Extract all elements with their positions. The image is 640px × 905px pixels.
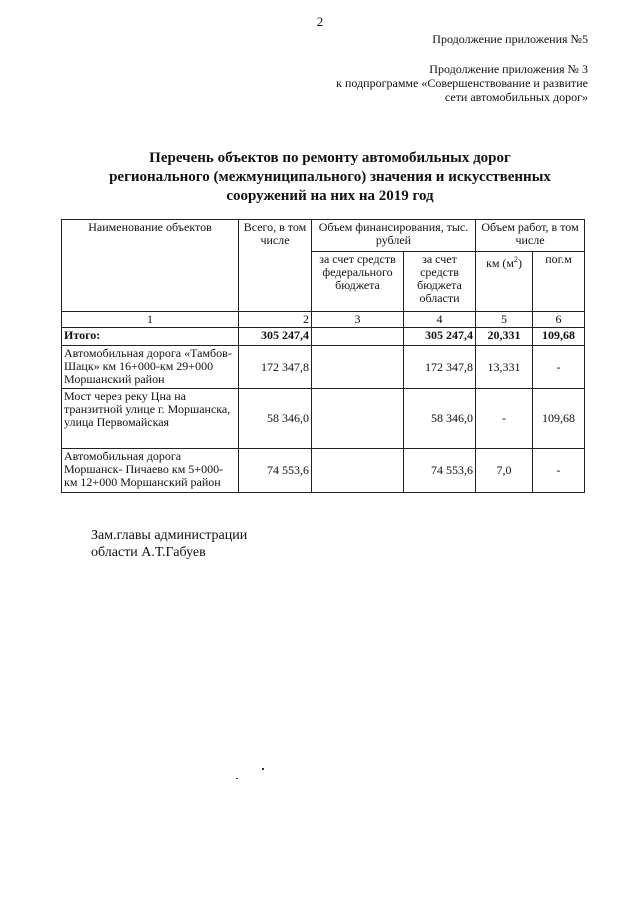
col-number: 5: [476, 312, 533, 328]
continuation-header: Продолжение приложения №5: [432, 32, 588, 46]
scan-speck: [236, 778, 238, 779]
total-label: Итого:: [62, 328, 239, 346]
column-numbers-row: [62, 312, 585, 328]
header-regional: за счет средств бюджета области: [404, 252, 476, 312]
header-works: Объем работ, в том числе: [476, 220, 585, 252]
row-total: 58 346,0: [239, 389, 312, 449]
header-financing: Объем финансирования, тыс. рублей: [312, 220, 476, 252]
row-total: 74 553,6: [239, 449, 312, 493]
row-pogm: -: [533, 346, 585, 389]
table-row: [62, 389, 585, 449]
table-row: [62, 346, 585, 389]
header-name: Наименование объектов: [62, 220, 239, 312]
appendix-header-line3: сети автомобильных дорог»: [444, 90, 588, 104]
total-pogm: 109,68: [533, 328, 585, 346]
row-regional: 74 553,6: [404, 449, 476, 493]
col-number: 6: [533, 312, 585, 328]
total-federal: [312, 328, 404, 346]
col-number: 1: [62, 312, 239, 328]
row-km: 13,331: [476, 346, 533, 389]
row-federal: [312, 389, 404, 449]
table-row: [62, 449, 585, 493]
row-federal: [312, 346, 404, 389]
appendix-header-line2: к подпрограмме «Совершенствование и развитие: [336, 76, 588, 90]
row-km: 7,0: [476, 449, 533, 493]
col-number: 3: [312, 312, 404, 328]
scan-speck: [262, 768, 264, 770]
row-pogm: 109,68: [533, 389, 585, 449]
row-name: Автомобильная дорога Моршанск- Пичаево км 5+000-км 12+000 Моршанский район: [62, 449, 239, 493]
header-km-text: км (м: [485, 256, 514, 270]
signature-line1: Зам.главы администрации: [91, 528, 248, 543]
header-km: [476, 252, 533, 312]
title-line1: Перечень объектов по ремонту автомобильных дорог: [149, 150, 511, 166]
row-pogm: -: [533, 449, 585, 493]
total-regional: 305 247,4: [404, 328, 476, 346]
row-regional: 58 346,0: [404, 389, 476, 449]
total-row: [62, 328, 585, 346]
header-km-sup: 2: [514, 255, 518, 264]
appendix-header: [336, 62, 588, 104]
header-federal: за счет средств федерального бюджета: [312, 252, 404, 312]
row-name: Автомобильная дорога «Тамбов- Шацк» км 16+000-км 29+000 Моршанский район: [62, 346, 239, 389]
row-regional: 172 347,8: [404, 346, 476, 389]
col-number: 4: [404, 312, 476, 328]
col-number: 2: [239, 312, 312, 328]
row-km: -: [476, 389, 533, 449]
header-total: Всего, в том числе: [239, 220, 312, 312]
signature-block: [91, 527, 247, 561]
header-km-close: ): [518, 256, 522, 270]
appendix-header-line1: Продолжение приложения № 3: [429, 62, 588, 76]
page-number: 2: [316, 14, 324, 29]
header-row-1: [62, 220, 585, 252]
row-name: Мост через реку Цна на транзитной улице г. Моршанска, улица Первомайская: [62, 389, 239, 449]
document-title: [90, 149, 570, 206]
title-line3: сооружений на них на 2019 год: [226, 188, 434, 204]
row-total: 172 347,8: [239, 346, 312, 389]
total-sum: 305 247,4: [239, 328, 312, 346]
title-line2: регионального (межмуниципального) значения и искусственных: [109, 169, 551, 185]
row-federal: [312, 449, 404, 493]
header-pogm: пог.м: [533, 252, 585, 312]
objects-table: [61, 219, 585, 493]
total-km: 20,331: [476, 328, 533, 346]
signature-line2: области А.Т.Габуев: [91, 545, 206, 560]
